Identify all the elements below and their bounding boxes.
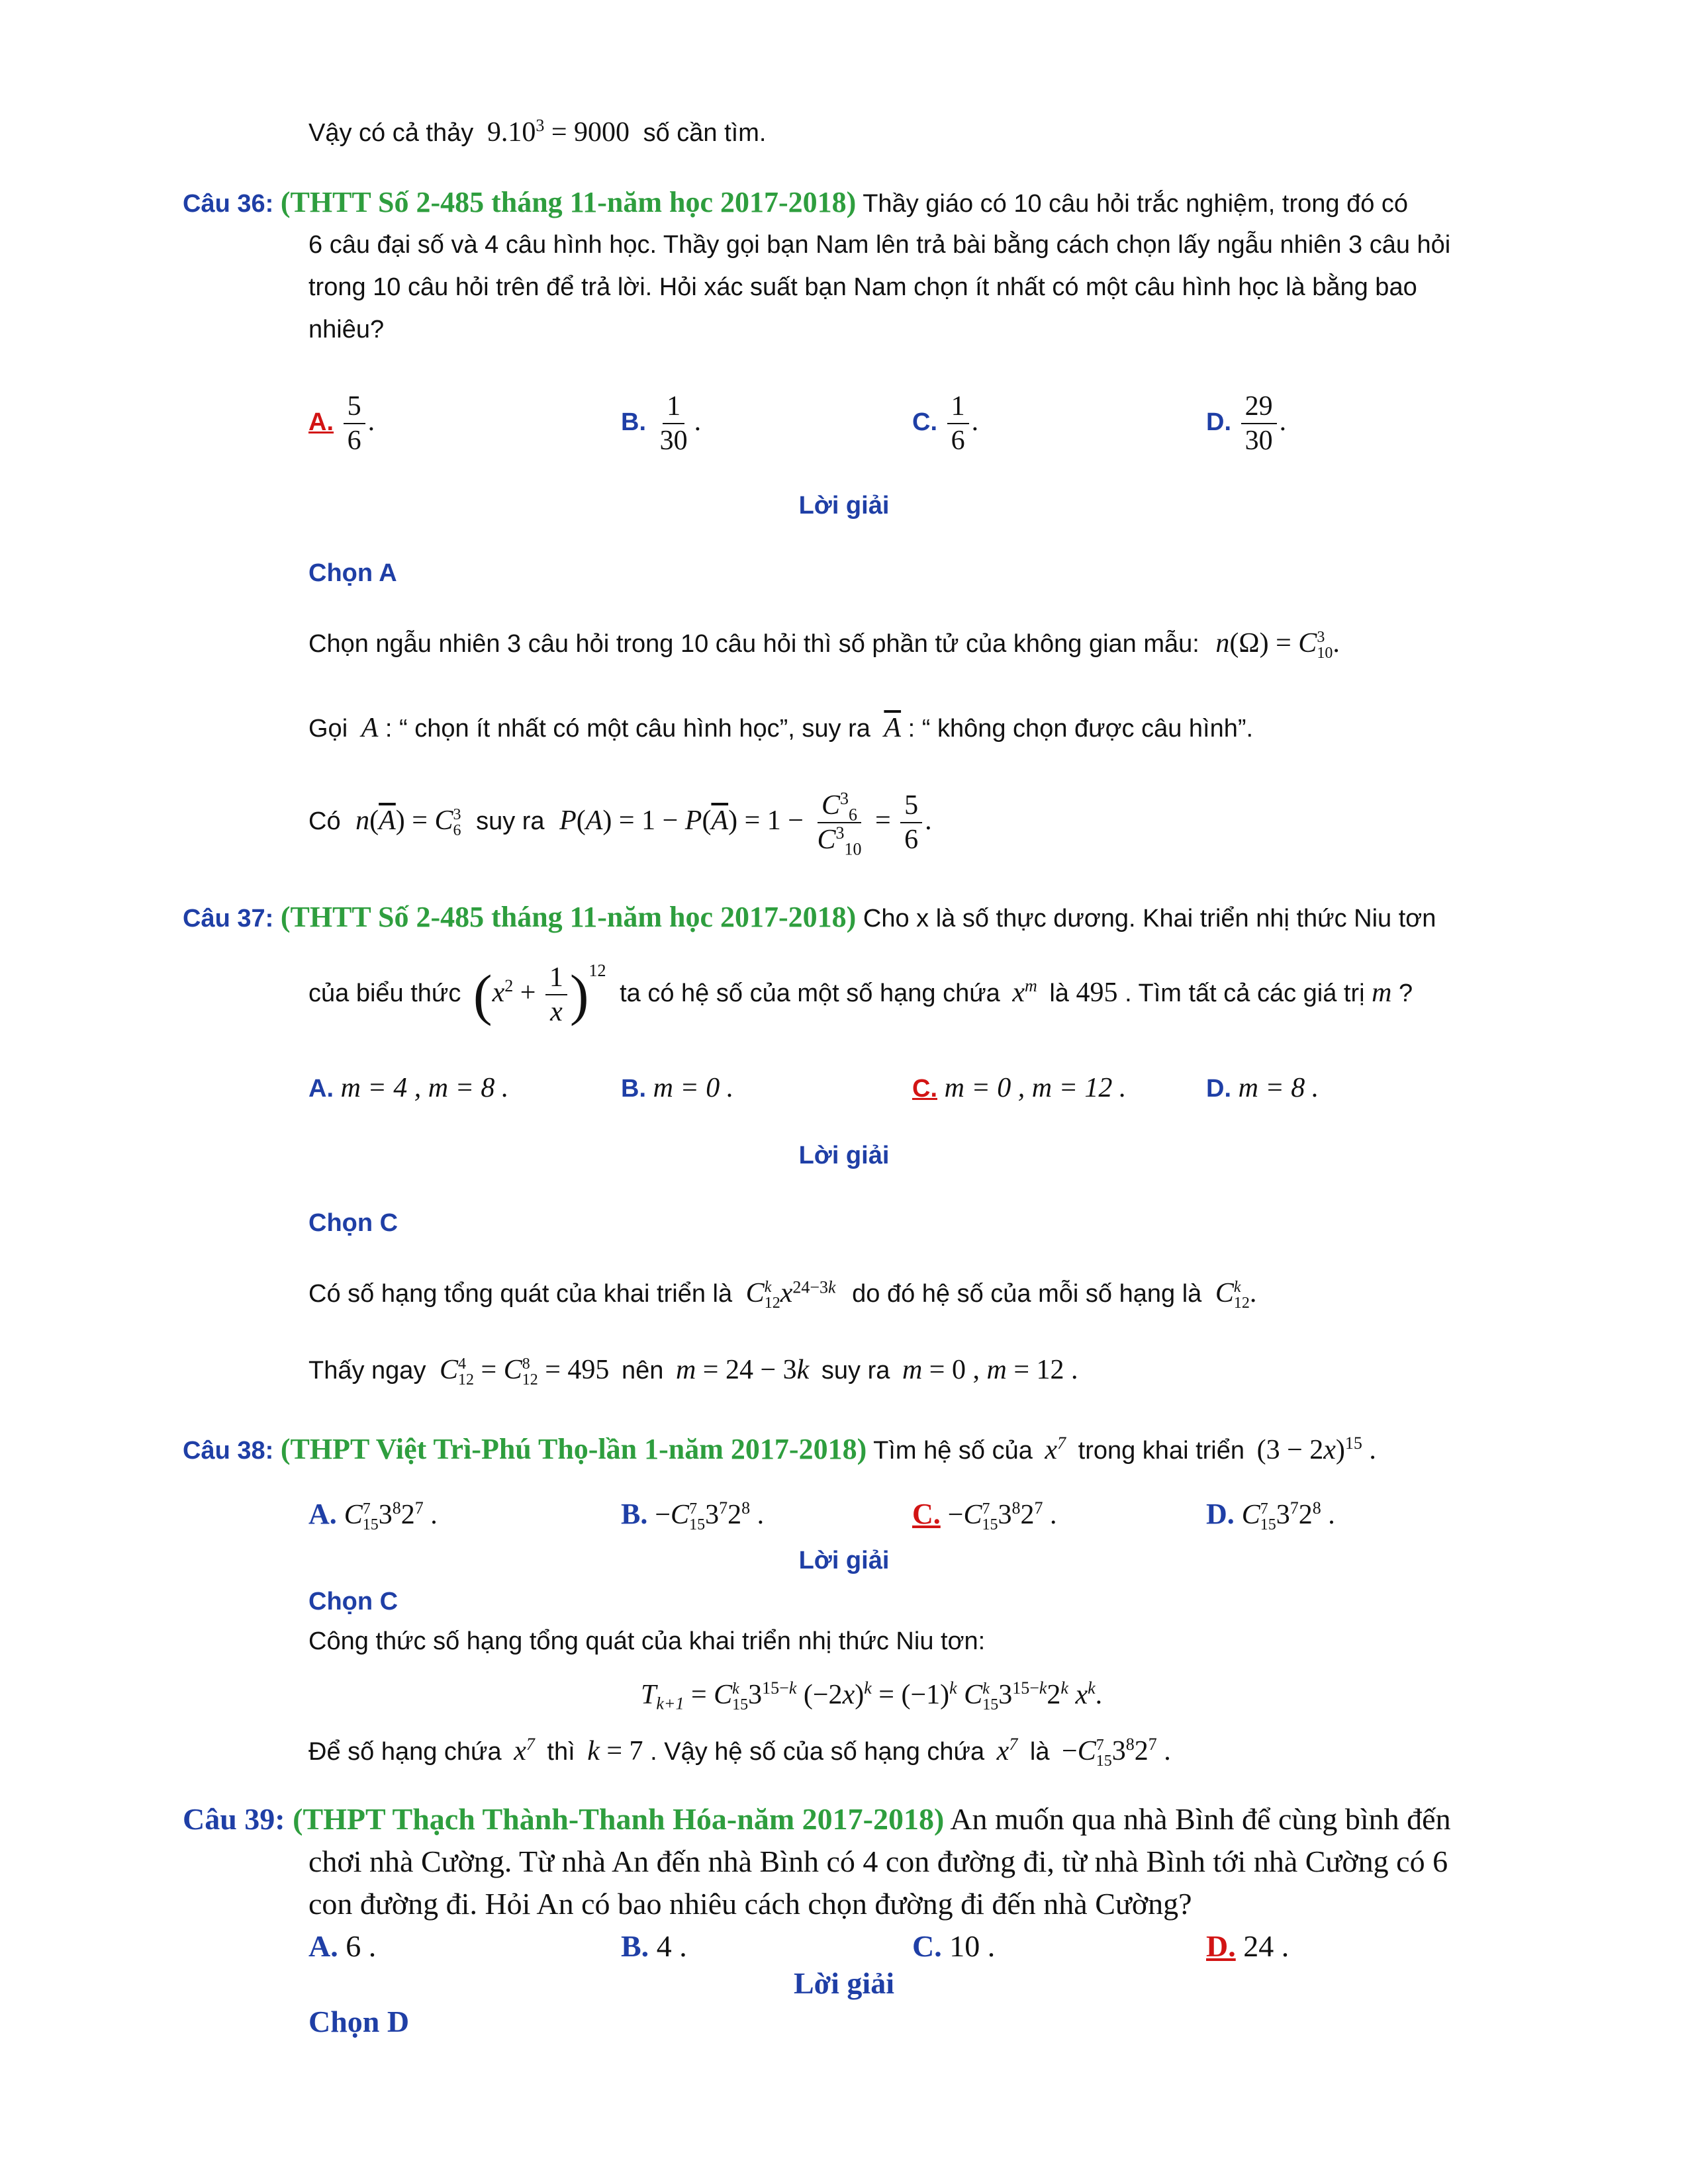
q39-option-a-value: 6 <box>346 1929 361 1963</box>
q39-choice: Chọn D <box>308 2005 410 2038</box>
q39-option-a-letter: A. <box>308 1929 338 1963</box>
q37-option-d-letter: D. <box>1206 1075 1231 1103</box>
q39-header <box>183 1799 1451 1840</box>
q39-label: Câu 39: <box>183 1802 285 1836</box>
q37-sol2-mid2: suy ra <box>821 1357 890 1385</box>
q37-option-c-text: m = 0 , m = 12 . <box>944 1073 1127 1103</box>
q38-text-mid: trong khai triển <box>1078 1437 1245 1465</box>
q36-option-c-letter: C. <box>912 408 937 436</box>
q38-option-c[interactable]: C. −C 7 15 $3^82^7$ . <box>912 1498 1057 1533</box>
q37-option-d-text: m = 8 . <box>1238 1073 1319 1103</box>
q37-text2-mid2: là <box>1049 979 1069 1007</box>
intro-line: Vậy có cả thảy $9.10^3 = 9000$ số cần tìm. <box>308 116 767 148</box>
q36-choice: Chọn A <box>308 559 397 587</box>
q37-option-a-letter: A. <box>308 1075 334 1103</box>
q36-source: (THTT Số 2-485 tháng 11-năm học 2017-2018) <box>280 186 857 218</box>
q37-solution-title: Lời giải <box>798 1142 890 1169</box>
q37-sol2-mid: nên <box>621 1357 664 1385</box>
q36-option-b[interactable]: B. $\frac{1}{30}$ . <box>621 390 702 456</box>
q37-text2-mid: ta có hệ số của một số hạng chứa <box>620 979 1000 1007</box>
q37-text2-pre: của biểu thức <box>308 979 461 1007</box>
q36-text-line4: nhiêu? <box>308 316 385 343</box>
q36-text-line2: 6 câu đại số và 4 câu hình học. Thầy gọi bạn Nam lên trả bài bằng cách chọn lấy ngẫu nhiên 3 câu hỏi <box>308 231 1451 259</box>
intro-prefix: Vậy có cả thảy <box>308 119 474 147</box>
q39-option-b-letter: B. <box>621 1929 649 1963</box>
q37-option-d[interactable] <box>1206 1072 1319 1105</box>
q37-text-line1: Cho x là số thực dương. Khai triển nhị thức Niu tơn <box>863 905 1436 933</box>
q38-label: Câu 38: <box>183 1437 274 1465</box>
q37-option-b-text: m = 0 . <box>653 1073 734 1103</box>
q36-sol3-mid: suy ra <box>476 807 545 835</box>
q38-sol3-mid2: . Vậy hệ số của số hạng chứa <box>650 1738 985 1766</box>
q36-text-line3: trong 10 câu hỏi trên để trả lời. Hỏi xác suất bạn Nam chọn ít nhất có một câu hình học là bằng bao <box>308 273 1417 301</box>
q39-text-line3: con đường đi. Hỏi An có bao nhiêu cách chọn đường đi đến nhà Cường? <box>308 1887 1192 1921</box>
q36-option-d[interactable]: D. $\frac{29}{30}$ . <box>1206 390 1287 456</box>
q37-sol1-pre: Có số hạng tổng quát của khai triển là <box>308 1280 733 1308</box>
q36-option-b-letter: B. <box>621 408 646 436</box>
q36-label: Câu 36: <box>183 190 274 218</box>
q39-option-c[interactable]: C. 10 . <box>912 1929 996 1963</box>
q36-option-a-letter: A. <box>308 408 334 436</box>
q36-solution-line2 <box>308 712 1253 745</box>
q39-option-b[interactable]: B. 4 . <box>621 1929 687 1963</box>
q38-solution-line1: Công thức số hạng tổng quát của khai triển nhị thức Niu tơn: <box>308 1627 986 1655</box>
q39-option-b-value: 4 <box>656 1929 672 1963</box>
q38-option-a-letter: A. <box>308 1498 337 1530</box>
q36-option-a[interactable]: A. $\frac{5}{6}$ . <box>308 390 375 456</box>
q38-solution-line3: Để số hạng chứa $x^7$ thì k = 7 . Vậy hệ số của số hạng chứa $x^7$ là −C 7 15 $3^82^7$ . <box>308 1735 1171 1770</box>
q39-option-c-letter: C. <box>912 1929 942 1963</box>
q36-text-line1: Thầy giáo có 10 câu hỏi trắc nghiệm, trong đó có <box>863 190 1409 218</box>
q38-solution-title: Lời giải <box>798 1547 890 1574</box>
q37-sol1-mid: do đó hệ số của mỗi số hạng là <box>852 1280 1202 1308</box>
q39-option-a[interactable]: A. 6 . <box>308 1929 377 1963</box>
q39-source: (THPT Thạch Thành-Thanh Hóa-năm 2017-2018) <box>293 1802 945 1836</box>
q38-sol3-mid: thì <box>547 1738 575 1766</box>
q36-option-d-fraction: $\frac{29}{30}$ <box>1241 391 1277 456</box>
q36-event-a-bar: $\overline{A}$ <box>884 713 902 743</box>
q36-header <box>183 187 1408 220</box>
q36-event-a: A <box>361 713 379 743</box>
q38-sol3-pre: Để số hạng chứa <box>308 1738 502 1766</box>
q37-option-b[interactable] <box>621 1072 733 1105</box>
q37-option-a[interactable] <box>308 1072 508 1105</box>
q36-option-c-fraction: $\frac{1}{6}$ <box>947 391 969 456</box>
q38-header: Câu 38: (THPT Việt Trì-Phú Thọ-lần 1-năm 2017-2018) Tìm hệ số của $x^7$ trong khai triển $(3 - 2x)^{15}$ . <box>183 1433 1376 1465</box>
q36-option-d-letter: D. <box>1206 408 1231 436</box>
q39-text-line1: An muốn qua nhà Bình để cùng bình đến <box>950 1802 1451 1836</box>
q37-choice: Chọn C <box>308 1209 399 1237</box>
q36-sol2-mid: : “ chọn ít nhất có một câu hình học”, suy ra <box>385 715 870 743</box>
q38-choice: Chọn C <box>308 1588 399 1615</box>
q38-option-b[interactable]: B. −C 7 15 $3^72^8$ . <box>621 1498 765 1533</box>
q38-source: (THPT Việt Trì-Phú Thọ-lần 1-năm 2017-2018) <box>280 1433 867 1465</box>
q39-text-line2: chơi nhà Cường. Từ nhà An đến nhà Bình có 4 con đường đi, từ nhà Bình tới nhà Cường có 6 <box>308 1844 1448 1878</box>
intro-suffix: số cần tìm. <box>643 119 767 147</box>
q39-option-d-value: 24 <box>1243 1929 1274 1963</box>
q36-solution-line3: Có $n(\overline{A}) = C$ 3 6 suy ra $P(A) = 1 - P(\overline{A}) = 1$ − $\frac{C^3_6}{C^3_{10}}$ = $\frac{5}{6}$ . <box>308 788 932 859</box>
q39-option-d-letter: D. <box>1206 1929 1236 1963</box>
q38-option-c-letter: C. <box>912 1498 941 1530</box>
q37-text2-end: . Tìm tất cả các giá trị <box>1125 979 1365 1007</box>
q37-solution-line1: Có số hạng tổng quát của khai triển là C k 12 $x^{24-3k}$ do đó hệ số của mỗi số hạng là C k 12 . <box>308 1277 1257 1312</box>
q36-sol2-end: : “ không chọn được câu hình”. <box>908 715 1254 743</box>
q38-option-b-letter: B. <box>621 1498 648 1530</box>
q37-option-a-text: m = 4 , m = 8 . <box>340 1073 509 1103</box>
q38-sol3-mid3: là <box>1029 1738 1050 1766</box>
q36-solution-title: Lời giải <box>798 492 890 520</box>
q36-option-b-fraction: $\frac{1}{30}$ <box>659 390 688 456</box>
q36-sol3-pre: Có <box>308 807 341 835</box>
q38-formula: $T_{k+1} = C$ k 15 $3^{15-k}$ $(-2x)^k = (-1)^k$ C k 15 $3^{15-k}2^k$ $x^k$. <box>641 1678 1103 1713</box>
q39-option-d[interactable]: D. 24 . <box>1206 1929 1289 1963</box>
q37-text-line2: của biểu thức ($x^2$ + $\frac{1}{x}$ )$^{12}$ ta có hệ số của một số hạng chứa $x^m$ là 495 . Tìm tất cả các giá trị m ? <box>308 961 1413 1027</box>
q37-option-c[interactable] <box>912 1072 1126 1105</box>
q36-sol1-text: Chọn ngẫu nhiên 3 câu hỏi trong 10 câu hỏi thì số phần tử của không gian mẫu: <box>308 630 1199 658</box>
q39-solution-title: Lời giải <box>794 1966 894 2000</box>
q36-option-a-fraction: $\frac{5}{6}$ <box>344 391 365 456</box>
q38-text-pre: Tìm hệ số của <box>873 1437 1033 1465</box>
q36-sol2-pre: Gọi <box>308 715 348 743</box>
q39-option-c-value: 10 <box>949 1929 980 1963</box>
q38-option-d-letter: D. <box>1206 1498 1235 1530</box>
q37-option-c-letter: C. <box>912 1075 937 1103</box>
q37-header <box>183 901 1436 934</box>
q37-label: Câu 37: <box>183 905 274 933</box>
q37-sol2-pre: Thấy ngay <box>308 1357 426 1385</box>
q37-value: 495 <box>1076 978 1118 1008</box>
q36-solution-line1: Chọn ngẫu nhiên 3 câu hỏi trong 10 câu hỏi thì số phần tử của không gian mẫu: n(Ω) = C 3 10 . <box>308 628 1340 662</box>
q36-option-c[interactable]: C. $\frac{1}{6}$ . <box>912 390 979 456</box>
q37-option-b-letter: B. <box>621 1075 646 1103</box>
q37-source: (THTT Số 2-485 tháng 11-năm học 2017-2018) <box>280 901 857 933</box>
q38-option-a[interactable]: A. C 7 15 $3^82^7$ . <box>308 1498 438 1533</box>
q37-solution-line2: Thấy ngay C 4 12 = C 8 12 = 495 nên m = 24 − 3k suy ra m = 0 , m = 12 . <box>308 1355 1078 1388</box>
q38-option-d[interactable]: D. C 7 15 $3^72^8$ . <box>1206 1498 1335 1533</box>
